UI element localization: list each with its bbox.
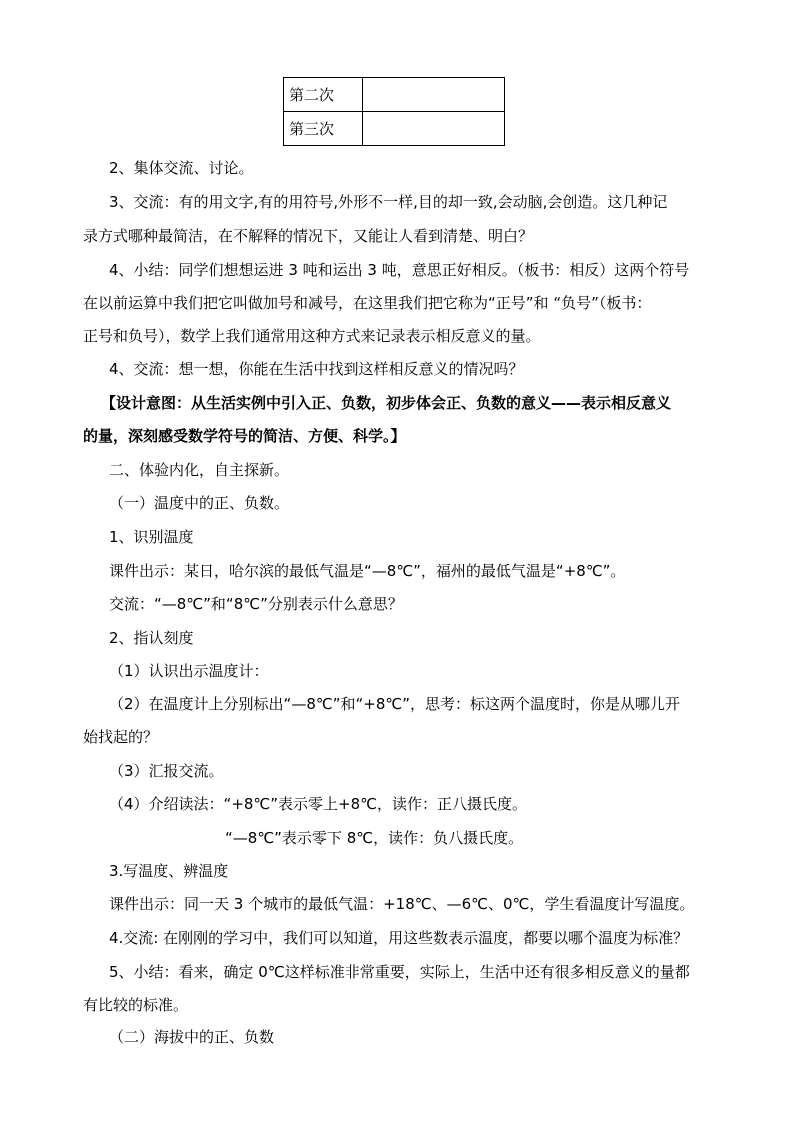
paragraph-text: 课件出示：同一天 3 个城市的最低气温：+18℃、—6℃、0℃，学生看温度计写温度。	[109, 895, 695, 913]
table-cell-label: 第三次	[284, 112, 363, 146]
paragraph-text: （2）在温度计上分别标出“—8℃”和“+8℃”，思考：标这两个温度时，你是从哪儿开	[109, 695, 680, 713]
table-cell-blank	[363, 78, 505, 112]
design-intent-line: 的量，深刻感受数学符号的简洁、方便、科学。】	[83, 427, 406, 445]
record-table	[283, 77, 505, 146]
item-heading: 3.写温度、辨温度	[109, 862, 229, 880]
paragraph-summary-line: 正号和负号），数学上我们通常用这种方式来记录表示相反意义的量。	[83, 327, 541, 345]
subsection-heading: （一）温度中的正、负数。	[109, 494, 290, 512]
item-heading: 1、识别温度	[109, 528, 194, 546]
paragraph-text: 交流：“—8℃”和“8℃”分别表示什么意思？	[109, 595, 403, 613]
section-heading: 二、体验内化，自主探新。	[109, 461, 290, 479]
paragraph-text: （3）汇报交流。	[109, 762, 224, 780]
item-heading: 2、指认刻度	[109, 629, 194, 647]
paragraph-text: “—8℃”表示零下 8℃，读作：负八摄氏度。	[225, 829, 524, 847]
paragraph-text: 5、小结：看来，确定 0℃这样标准非常重要，实际上，生活中还有很多相反意义的量都	[109, 963, 690, 981]
paragraph-discussion: 2、集体交流、讨论。	[109, 159, 254, 177]
paragraph-text: 4.交流: 在刚刚的学习中，我们可以知道，用这些数表示温度，都要以哪个温度为标准？	[109, 929, 689, 947]
paragraph-summary-line: 4、小结：同学们想想运进 3 吨和运出 3 吨，意思正好相反。（板书：相反）这两个符号	[109, 261, 690, 279]
paragraph-summary-line: 在以前运算中我们把它叫做加号和减号，在这里我们把它称为“正号”和 “负号”（板书：	[83, 294, 652, 312]
paragraph-exchange-line: 3、交流：有的用文字,有的用符号,外形不一样,目的却一致,会动脑,会创造。这几种记	[109, 193, 668, 211]
table-row	[284, 78, 505, 112]
paragraph-question: 4、交流：想一想，你能在生活中找到这样相反意义的情况吗？	[109, 360, 524, 378]
table-cell-label: 第二次	[284, 78, 363, 112]
paragraph-text: 课件出示：某日，哈尔滨的最低气温是“—8℃”，福州的最低气温是“+8℃”。	[109, 562, 626, 580]
table-row	[284, 112, 505, 146]
paragraph-exchange-line: 录方式哪种最简洁，在不解释的情况下，又能让人看到清楚、明白？	[83, 227, 534, 245]
paragraph-text: （1）认识出示温度计：	[109, 662, 269, 680]
paragraph-text: 始找起的？	[83, 728, 159, 746]
paragraph-text: 有比较的标准。	[83, 996, 189, 1014]
table-cell-blank	[363, 112, 505, 146]
paragraph-text: （4）介绍读法：“+8℃”表示零上+8℃，读作：正八摄氏度。	[109, 795, 528, 813]
design-intent-line: 【设计意图：从生活实例中引入正、负数，初步体会正、负数的意义——表示相反意义	[101, 394, 672, 412]
subsection-heading: （二）海拔中的正、负数	[109, 1028, 275, 1046]
